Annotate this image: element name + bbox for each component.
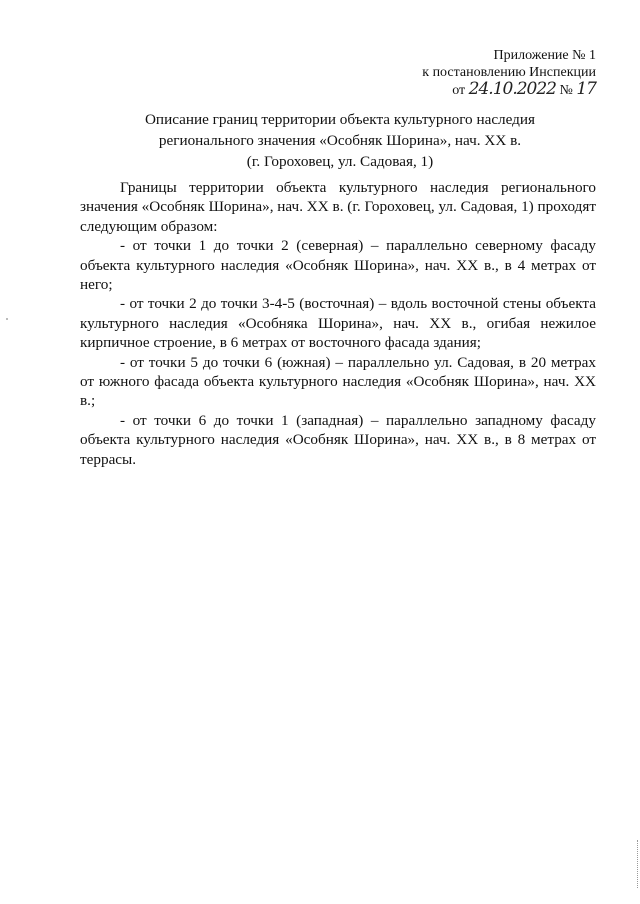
scan-speck xyxy=(6,318,8,320)
title-line-1: Описание границ территории объекта культурного наследия xyxy=(144,111,536,128)
appendix-label: Приложение № 1 xyxy=(493,48,596,63)
title-line-2: регионального значения «Особняк Шорина», нач. XX в. xyxy=(158,132,522,149)
boundary-item-east: - от точки 2 до точки 3-4-5 (восточная) – вдоль восточной стены объекта культурного наследия «Особняка Шорина», нач. XX в., огибая нежилое кирпичное строение, в 6 метрах от восточного фасада здания; xyxy=(80,295,596,352)
document-body xyxy=(80,178,596,469)
date-prefix: от xyxy=(452,83,466,98)
handwritten-number: 17 xyxy=(576,79,596,99)
appendix-header xyxy=(422,47,596,99)
document-title xyxy=(80,109,600,172)
appendix-resolution-reference: к постановлению Инспекции xyxy=(422,65,596,80)
boundary-item-west: - от точки 6 до точки 1 (западная) – параллельно западному фасаду объекта культурного наследия «Особняк Шорина», нач. XX в., в 8 метрах от террасы. xyxy=(80,411,596,468)
handwritten-date: 24.10.2022 xyxy=(468,79,556,99)
number-sign: № xyxy=(559,83,573,98)
boundary-item-south: - от точки 5 до точки 6 (южная) – параллельно ул. Садовая, в 20 метрах от южного фасада объекта культурного наследия «Особняк Шорина», нач. XX в.; xyxy=(80,353,596,410)
boundary-item-north: - от точки 1 до точки 2 (северная) – параллельно северному фасаду объекта культурного наследия «Особняк Шорина», нач. XX в., в 4 метрах от него; xyxy=(80,237,596,294)
title-line-3: (г. Гороховец, ул. Садовая, 1) xyxy=(246,153,434,170)
scan-edge-artifact xyxy=(635,840,638,888)
intro-paragraph: Границы территории объекта культурного наследия регионального значения «Особняк Шорина», нач. XX в. (г. Гороховец, ул. Садовая, 1) проходят следующим образом: xyxy=(80,179,596,235)
appendix-date-number-line xyxy=(422,81,596,99)
